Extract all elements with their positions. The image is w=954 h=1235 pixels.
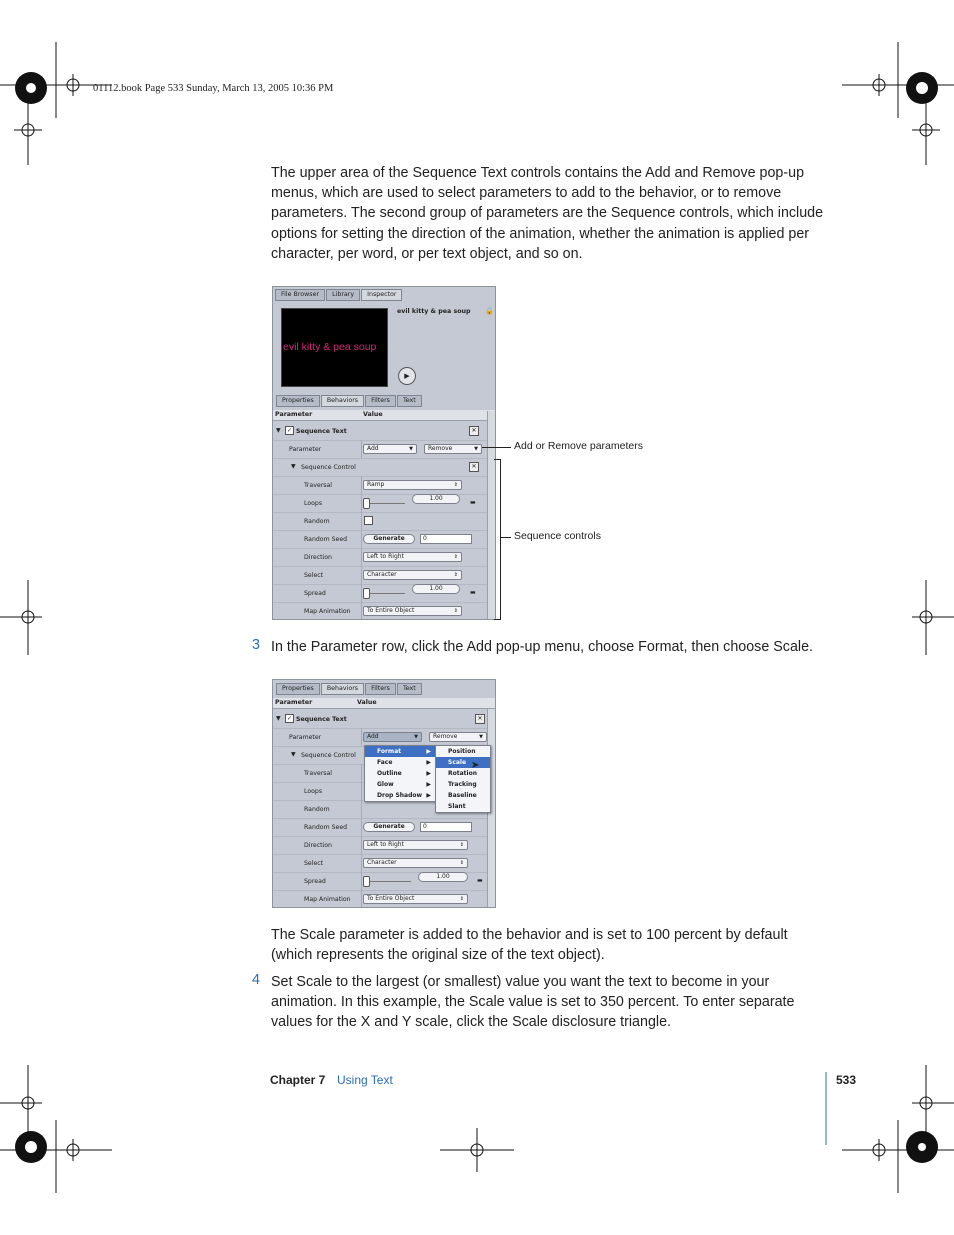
preview-text: evil kitty & pea soup xyxy=(283,341,377,353)
param-label: Direction xyxy=(304,554,332,561)
tab-behaviors[interactable]: Behaviors xyxy=(321,395,364,407)
object-name: evil kitty & pea soup xyxy=(397,308,471,315)
spread-value[interactable]: 1.00 xyxy=(412,584,460,594)
row-spread xyxy=(273,872,487,891)
loops-slider[interactable] xyxy=(365,503,405,504)
add-menu xyxy=(364,745,436,802)
spread-slider[interactable] xyxy=(365,593,405,594)
col-value: Value xyxy=(363,411,383,418)
menu-item-position[interactable]: Position xyxy=(448,748,476,755)
row-parameter xyxy=(273,440,487,459)
step-3-text: In the Parameter row, click the Add pop-up menu, choose Format, then choose Scale. xyxy=(271,639,813,655)
row-sequence-text xyxy=(273,710,487,729)
column-header xyxy=(273,698,495,709)
slider-thumb[interactable] xyxy=(363,876,370,887)
enable-checkbox[interactable]: ✓ xyxy=(286,427,293,434)
enable-checkbox[interactable]: ✓ xyxy=(286,715,293,722)
intro-line: options for setting the direction of the animation, whether the animation is applied per xyxy=(271,225,810,242)
generate-button[interactable]: Generate xyxy=(363,534,415,544)
slider-thumb[interactable] xyxy=(363,498,370,509)
disclosure-triangle-icon[interactable]: ▼ xyxy=(291,463,296,470)
tab-filters[interactable]: Filters xyxy=(365,683,396,695)
param-label: Sequence Control xyxy=(301,464,356,471)
row-direction xyxy=(273,836,487,855)
mouse-pointer-icon: ➤ xyxy=(471,760,480,771)
inspector-screenshot-2 xyxy=(272,679,496,908)
param-label: Select xyxy=(304,572,324,579)
param-label: Random xyxy=(304,806,330,813)
menu-item-outline[interactable]: Outline ▶ xyxy=(377,770,431,777)
tab-filters[interactable]: Filters xyxy=(365,395,396,407)
loops-value[interactable]: 1.00 xyxy=(412,494,460,504)
menu-item-scale[interactable]: Scale xyxy=(436,757,490,768)
menu-item-tracking[interactable]: Tracking xyxy=(448,781,477,788)
row-map-animation xyxy=(273,890,487,908)
callout-line xyxy=(500,537,511,538)
menu-item-slant[interactable]: Slant xyxy=(448,803,466,810)
param-label: Parameter xyxy=(289,446,322,453)
row-random xyxy=(273,512,487,531)
play-icon[interactable]: ▶ xyxy=(398,367,416,385)
scale-line: The Scale parameter is added to the behavior and is set to 100 percent by default xyxy=(271,927,788,943)
tab-text[interactable]: Text xyxy=(397,395,422,407)
random-checkbox[interactable] xyxy=(364,516,373,525)
param-label: Random Seed xyxy=(304,824,348,831)
step-number: 3 xyxy=(252,637,260,653)
param-label: Map Animation xyxy=(304,608,351,615)
step-number: 4 xyxy=(252,972,260,988)
disclosure-triangle-icon[interactable]: ▼ xyxy=(291,751,296,758)
param-label: Spread xyxy=(304,590,326,597)
param-label: Loops xyxy=(304,788,323,795)
slider-thumb[interactable] xyxy=(363,588,370,599)
select-popup[interactable]: Character ⇕ xyxy=(363,858,468,868)
callout-add-remove: Add or Remove parameters xyxy=(514,440,643,452)
menu-item-face[interactable]: Face ▶ xyxy=(377,759,431,766)
add-popup[interactable]: Add ▼ xyxy=(363,732,422,742)
scale-paragraph xyxy=(271,925,831,965)
col-parameter: Parameter xyxy=(275,411,313,418)
callout-bracket xyxy=(494,459,501,620)
param-label: Random xyxy=(304,518,330,525)
map-animation-popup[interactable]: To Entire Object ⇕ xyxy=(363,894,468,904)
intro-paragraph xyxy=(271,163,831,264)
col-parameter: Parameter xyxy=(275,699,313,706)
tab-behaviors[interactable]: Behaviors xyxy=(321,683,364,695)
row-map-animation xyxy=(273,602,487,620)
generate-button[interactable]: Generate xyxy=(363,822,415,832)
remove-popup[interactable]: Remove ▼ xyxy=(424,444,482,454)
disclosure-triangle-icon[interactable]: ▼ xyxy=(276,715,281,722)
menu-item-baseline[interactable]: Baseline xyxy=(448,792,477,799)
reset-icon[interactable]: ✕ xyxy=(469,462,479,472)
menu-item-glow[interactable]: Glow ▶ xyxy=(377,781,431,788)
param-label: Direction xyxy=(304,842,332,849)
intro-line: parameters. The second group of parameters are the Sequence controls, which include xyxy=(271,205,824,222)
add-popup[interactable]: Add ▼ xyxy=(363,444,417,454)
param-label: Sequence Control xyxy=(301,752,356,759)
spread-value[interactable]: 1.00 xyxy=(418,872,468,882)
seed-field[interactable]: 0 xyxy=(420,822,472,832)
param-label: Spread xyxy=(304,878,326,885)
row-direction xyxy=(273,548,487,567)
step-4-text xyxy=(271,972,831,1033)
menu-item-format[interactable]: Format ▶ xyxy=(365,746,435,757)
intro-line: The upper area of the Sequence Text controls contains the Add and Remove pop-up xyxy=(271,165,805,181)
direction-popup[interactable]: Left to Right ⇕ xyxy=(363,552,462,562)
preview-canvas xyxy=(281,308,388,387)
scale-line: (which represents the original size of the text object). xyxy=(271,947,605,964)
print-header: 01112.book Page 533 Sunday, March 13, 2005 10:36 PM xyxy=(93,83,334,94)
disclosure-triangle-icon[interactable]: ▼ xyxy=(276,427,281,434)
intro-line: menus, which are used to select parameters to add to the behavior, or to remove xyxy=(271,185,782,202)
param-label: Map Animation xyxy=(304,896,351,903)
tab-inspector[interactable]: Inspector xyxy=(361,289,402,301)
footer-chapter: Chapter 7 xyxy=(270,1073,326,1087)
footer-page-number: 533 xyxy=(836,1073,857,1087)
map-animation-popup[interactable]: To Entire Object ⇕ xyxy=(363,606,462,616)
row-traversal xyxy=(273,476,487,495)
menu-item-drop-shadow[interactable]: Drop Shadow ▶ xyxy=(377,792,431,799)
select-popup[interactable]: Character ⇕ xyxy=(363,570,462,580)
direction-popup[interactable]: Left to Right ⇕ xyxy=(363,840,468,850)
remove-behavior-icon[interactable]: ✕ xyxy=(475,714,485,724)
spread-slider[interactable] xyxy=(365,881,411,882)
param-label: Select xyxy=(304,860,324,867)
param-label: Traversal xyxy=(304,770,332,777)
tab-text[interactable]: Text xyxy=(397,683,422,695)
remove-behavior-icon[interactable]: ✕ xyxy=(469,426,479,436)
row-random-seed xyxy=(273,818,487,837)
remove-popup[interactable]: Remove ▼ xyxy=(429,732,487,742)
lock-icon[interactable]: 🔒 xyxy=(485,307,494,315)
tab-properties[interactable]: Properties xyxy=(276,395,320,407)
row-select xyxy=(273,854,487,873)
keyframe-icon[interactable]: ▬ xyxy=(470,499,476,506)
traversal-popup[interactable]: Ramp ⇕ xyxy=(363,480,462,490)
param-label: Loops xyxy=(304,500,323,507)
row-random-seed xyxy=(273,530,487,549)
param-label: Random Seed xyxy=(304,536,348,543)
seed-field[interactable]: 0 xyxy=(420,534,472,544)
tab-file-browser[interactable]: File Browser xyxy=(275,289,325,301)
row-sequence-control xyxy=(273,458,487,477)
param-label: Sequence Text xyxy=(296,716,347,723)
intro-line: character, per word, or per text object, and so on. xyxy=(271,245,583,262)
param-label: Sequence Text xyxy=(296,428,347,435)
row-spread xyxy=(273,584,487,603)
keyframe-icon[interactable]: ▬ xyxy=(470,589,476,596)
column-header xyxy=(273,410,495,421)
row-loops xyxy=(273,494,487,513)
format-submenu xyxy=(435,745,491,813)
col-value: Value xyxy=(357,699,377,706)
step-4-line: Set Scale to the largest (or smallest) value you want the text to become in your xyxy=(271,974,770,990)
row-sequence-text xyxy=(273,422,487,441)
step-4-line: values for the X and Y scale, click the Scale disclosure triangle. xyxy=(271,1014,671,1031)
param-label: Parameter xyxy=(289,734,322,741)
step-4-line: animation. In this example, the Scale value is set to 350 percent. To enter separate xyxy=(271,994,795,1011)
menu-item-rotation[interactable]: Rotation xyxy=(448,770,477,777)
inspector-screenshot-1 xyxy=(272,286,496,620)
keyframe-icon[interactable]: ▬ xyxy=(477,877,483,884)
param-label: Traversal xyxy=(304,482,332,489)
callout-sequence-controls: Sequence controls xyxy=(514,530,601,542)
row-select xyxy=(273,566,487,585)
tab-properties[interactable]: Properties xyxy=(276,683,320,695)
tab-library[interactable]: Library xyxy=(326,289,360,301)
footer-chapter-title[interactable]: Using Text xyxy=(337,1073,393,1087)
callout-line xyxy=(482,447,511,448)
